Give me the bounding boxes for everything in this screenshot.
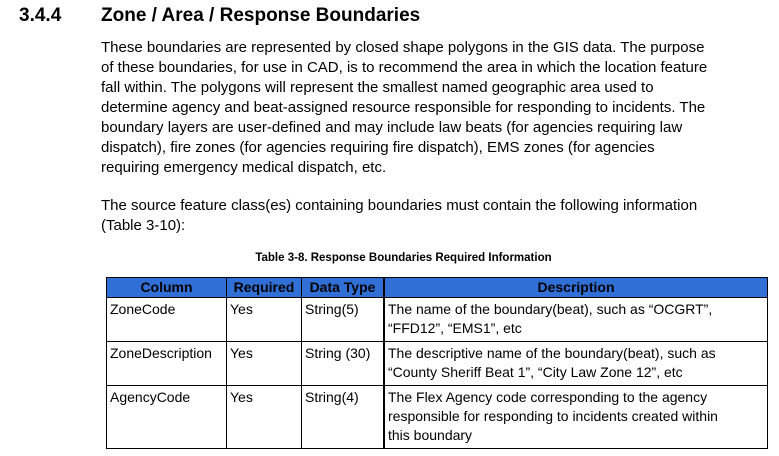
header-required: Required — [227, 278, 302, 298]
description-line: “County Sheriff Beat 1”, “City Law Zone 12”, etc — [388, 364, 683, 380]
table-row — [107, 386, 768, 449]
paragraph-line: boundary layers are user-defined and may include law beats (for agencies requiring law — [101, 119, 683, 136]
paragraph-line: The source feature class(es) containing boundaries must contain the following information — [101, 197, 698, 214]
description-line: this boundary — [388, 427, 473, 443]
paragraph-line: requiring emergency medical dispatch, etc. — [101, 159, 387, 176]
paragraph-line: (Table 3-10): — [101, 217, 186, 234]
cell-column: ZoneCode — [107, 298, 227, 342]
description-line: The name of the boundary(beat), such as “OCGRT”, — [388, 301, 713, 317]
header-description: Description — [384, 278, 768, 298]
cell-data-type: String (30) — [302, 342, 385, 386]
cell-required: Yes — [227, 342, 302, 386]
table-row — [107, 298, 768, 342]
paragraph-line: These boundaries are represented by closed shape polygons in the GIS data. The purpose — [101, 39, 705, 56]
paragraph-line: fall within. The polygons will represent the smallest named geographic area used to — [101, 79, 654, 96]
cell-description — [384, 342, 768, 386]
cell-data-type: String(5) — [302, 298, 385, 342]
section-title: Zone / Area / Response Boundaries — [101, 5, 421, 26]
paragraph-line: of these boundaries, for use in CAD, is to recommend the area in which the location feature — [101, 59, 708, 76]
table-header-row — [107, 278, 768, 298]
cell-description — [384, 386, 768, 449]
header-data-type: Data Type — [302, 278, 385, 298]
cell-required: Yes — [227, 386, 302, 449]
cell-column: AgencyCode — [107, 386, 227, 449]
table-row — [107, 342, 768, 386]
body-paragraph-2 — [101, 196, 697, 236]
body-paragraph-1 — [101, 38, 707, 178]
description-line: The Flex Agency code corresponding to the agency — [388, 389, 708, 405]
cell-required: Yes — [227, 298, 302, 342]
description-line: “FFD12”, “EMS1”, etc — [388, 320, 522, 336]
section-number: 3.4.4 — [19, 5, 62, 26]
description-line: responsible for responding to incidents created within — [388, 408, 718, 424]
table-caption: Table 3-8. Response Boundaries Required Information — [255, 252, 552, 264]
cell-description — [384, 298, 768, 342]
paragraph-line: determine agency and beat-assigned resource responsible for responding to incidents. The — [101, 99, 706, 116]
description-line: The descriptive name of the boundary(beat), such as — [388, 345, 716, 361]
header-column: Column — [107, 278, 227, 298]
cell-column: ZoneDescription — [107, 342, 227, 386]
cell-data-type: String(4) — [302, 386, 385, 449]
response-boundaries-table — [106, 277, 768, 449]
paragraph-line: dispatch), fire zones (for agencies requiring fire dispatch), EMS zones (for agencies — [101, 139, 655, 156]
